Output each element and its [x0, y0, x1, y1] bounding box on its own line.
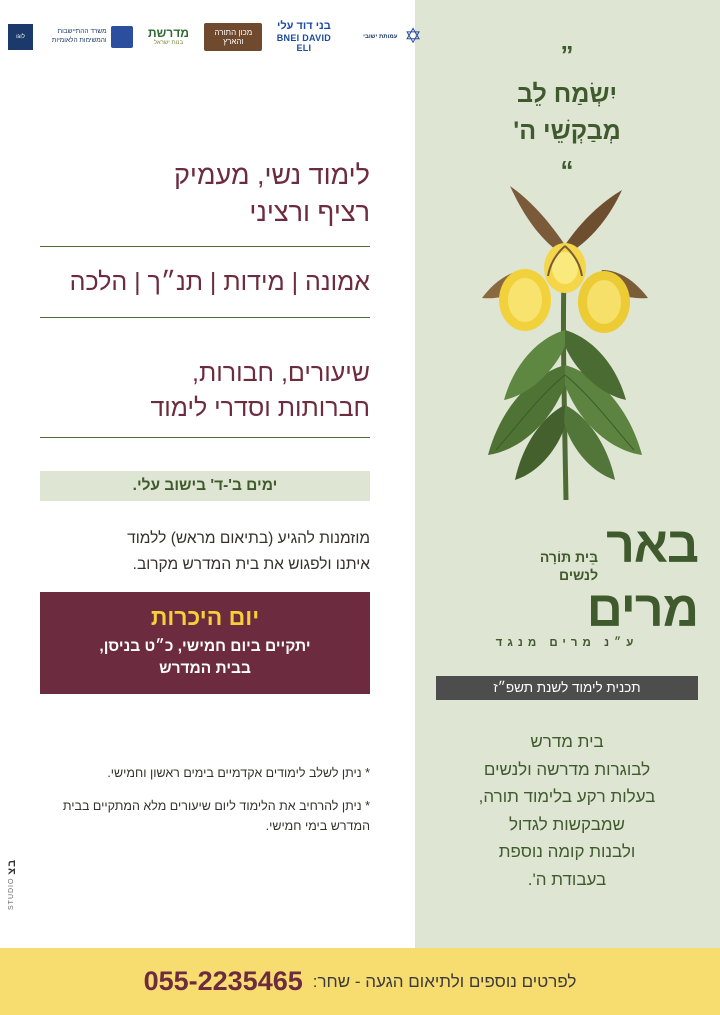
logo-memorial-line: ע״נ מרים מנגד — [495, 637, 639, 649]
headline-line-2: רציף ורציני — [249, 197, 370, 228]
about-line-6: בעבודת ה'. — [527, 869, 607, 889]
footnote-2: * ניתן להרחיב את הלימוד ליום שיעורים מלא המתקיים בבית המדרש בימי חמישי. — [62, 799, 370, 833]
headline — [40, 157, 370, 232]
main-content-column — [0, 74, 415, 948]
beer-logo-row-1 — [436, 517, 698, 584]
invite-line-2: איתנו ולפגוש את בית המדרש מקרוב. — [132, 555, 370, 573]
contact-phone[interactable]: 055-2235465 — [143, 966, 303, 996]
footnote-1: * ניתן לשלב לימודים אקדמיים בימים ראשון וחמישי. — [107, 766, 370, 780]
about-line-5: ולבנות קומה נוספת — [498, 842, 636, 862]
divider-1 — [40, 246, 370, 247]
footnotes — [40, 764, 370, 850]
quote-open: ” — [560, 40, 574, 70]
open-day-title: יום היכרות — [150, 604, 260, 630]
beer-logo-row-2 — [436, 581, 698, 637]
verse-line-2: מְבַקְשֵׁי ה' — [513, 117, 621, 145]
green-logo-line2: בנות ישראל — [153, 40, 184, 47]
logo-subtitle-line-1: בֵּית תּוֹרָה — [539, 549, 599, 565]
ministry-logo-text: משרד ההתיישבות והמשימות הלאומיות — [51, 28, 107, 44]
formats-line-2: חברותות וסדרי לימוד — [150, 394, 370, 422]
about-line-4: שמבקשות לגדול — [509, 814, 625, 834]
headline-line-1: לימוד נשי, מעמיק — [174, 160, 370, 190]
studio-credit-mark: בצ — [6, 858, 18, 875]
ministry-logo — [40, 21, 133, 53]
contact-label: לפרטים נוספים ולתיאום הגעה - שחר: — [312, 971, 577, 991]
ministry-emblem-icon — [111, 26, 133, 48]
municipality-logo: עמותת ישובי — [363, 33, 398, 40]
subjects-line: אמונה | מידות | תנ״ך | הלכה — [69, 268, 370, 296]
orchid-flower-illustration — [470, 150, 660, 520]
bnei-david-hebrew: בני דוד עלי — [277, 20, 331, 33]
logo-word-beer: באר — [606, 517, 698, 573]
quote-close: “ — [560, 154, 574, 185]
verse-line-1: יִשְׂמַח לֵב — [516, 79, 618, 108]
studio-credit-text: STUDIO — [8, 877, 15, 910]
logo-word-miriam: מרים — [586, 581, 698, 637]
about-line-3: בעלות רקע בלימוד תורה, — [478, 787, 656, 807]
studio-credit — [6, 849, 20, 919]
logo-subtitle-line-2: לנשים — [559, 566, 599, 583]
green-logo-line1: מדרשת — [148, 25, 189, 40]
logo-subtitle — [540, 549, 598, 584]
invite-line-1: מוזמנות להגיע (בתיאום מראש) ללמוד — [127, 530, 370, 547]
open-day-box — [40, 592, 370, 694]
invitation-text — [40, 526, 370, 577]
beer-miriam-logo — [436, 517, 698, 649]
divider-3 — [40, 437, 370, 438]
about-line-1: בית מדרש — [530, 732, 604, 751]
blue-square-logo: לוגו — [8, 24, 33, 50]
formats-line-1: שיעורים, חבורות, — [192, 359, 370, 387]
year-band: תכנית לימוד לשנת תשפ״ז — [436, 676, 698, 700]
days-band: ימים ב'-ד' בישוב עלי. — [40, 471, 370, 501]
sponsor-logo-bar — [0, 0, 415, 74]
bnei-david-logo — [269, 20, 338, 54]
open-day-subtitle — [40, 636, 370, 681]
about-line-2: לבוגרות מדרשה ולנשים — [483, 759, 651, 779]
green-organization-logo — [140, 22, 198, 52]
open-day-subtitle-line-1: יתקיים ביום חמישי, כ״ט בניסן, — [99, 637, 311, 655]
bnei-david-english: BNEI DAVID ELI — [276, 32, 332, 54]
about-text — [436, 728, 698, 893]
open-day-subtitle-line-2: בבית המדרש — [159, 660, 251, 678]
study-formats — [40, 356, 370, 426]
star-of-david-icon: ✡ — [404, 25, 422, 48]
divider-2 — [40, 317, 370, 318]
contact-bar — [0, 948, 720, 1015]
brown-institution-logo: מכון התורה והארץ — [204, 23, 262, 51]
